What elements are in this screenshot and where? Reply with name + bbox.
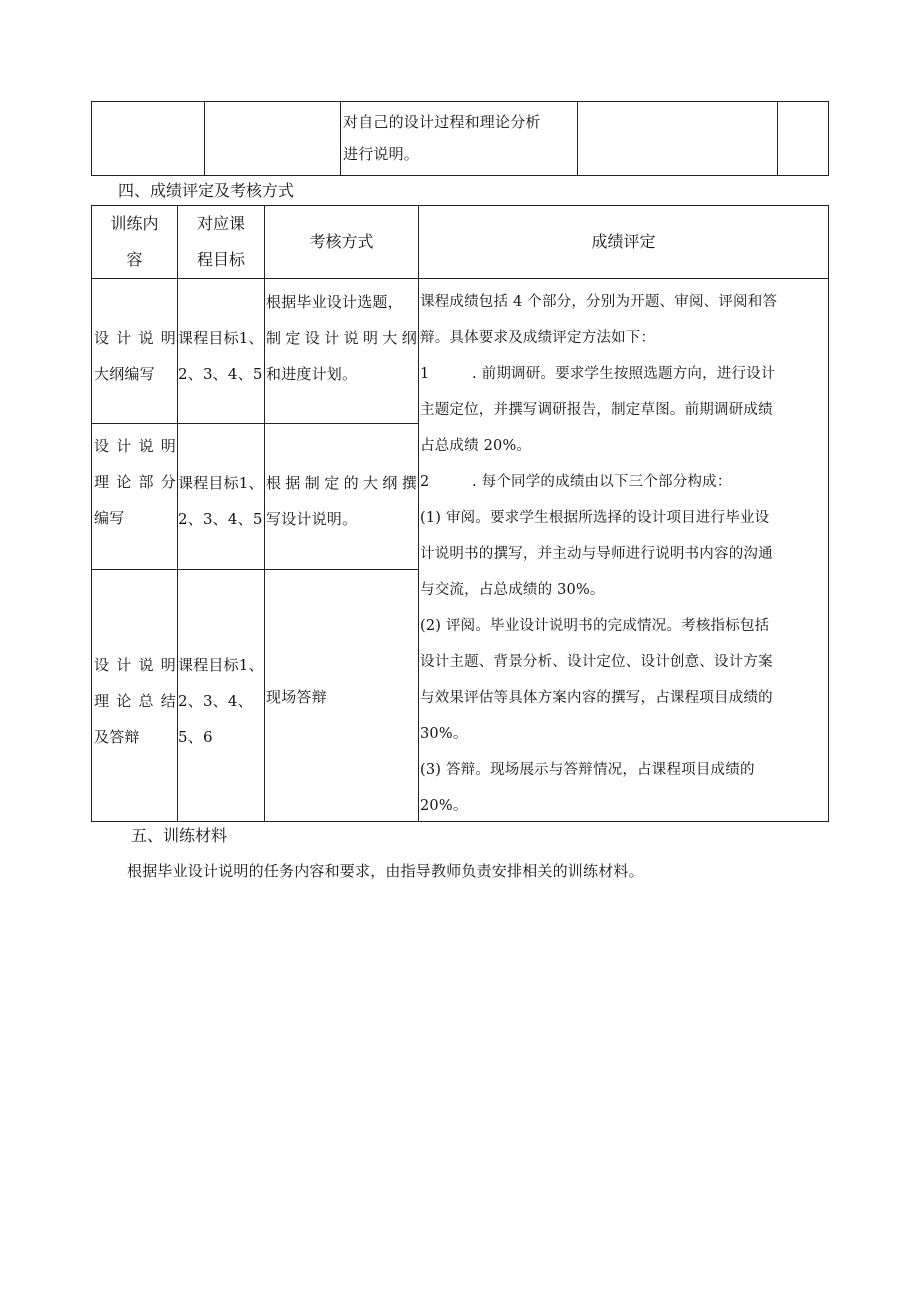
grading-line: (3) 答辩。现场展示与答辩情况，占课程项目成绩的 xyxy=(420,762,755,778)
header-text: 训练内 xyxy=(110,214,159,233)
section5-body: 根据毕业设计说明的任务内容和要求，由指导教师负责安排相关的训练材料。 xyxy=(127,862,644,880)
row2-content xyxy=(94,428,176,536)
header-content xyxy=(92,206,177,278)
header-text: 对应课 xyxy=(196,214,245,233)
top-table-cell-text xyxy=(343,106,575,170)
list-text: . 前期调研。要求学生按照选题方向，进行设计 xyxy=(472,366,776,382)
grading-line: 与交流，占总成绩的 30%。 xyxy=(420,582,605,598)
cell-line: 2、3、4、 xyxy=(178,692,253,710)
cell-line: 课程目标1、 xyxy=(178,656,264,674)
row2-method xyxy=(266,465,417,537)
grading-line: 辩。具体要求及成绩评定方法如下： xyxy=(420,330,656,346)
header-grading: 成绩评定 xyxy=(591,232,656,251)
cell-line: 设 计 说 明 xyxy=(94,437,176,455)
cell-line: 编写 xyxy=(94,509,125,527)
text-line: 进行说明。 xyxy=(343,145,420,163)
text-line: 对自己的设计过程和理论分析 xyxy=(343,113,541,131)
list-text: . 每个同学的成绩由以下三个部分构成： xyxy=(472,474,732,490)
cell-line: 根据制定的大纲撰 xyxy=(266,474,417,492)
cell-line: 设 计 说 明 xyxy=(94,329,176,347)
grading-line: 主题定位，并撰写调研报告，制定草图。前期调研成绩 xyxy=(420,402,773,418)
cell-line: 5、6 xyxy=(178,728,213,746)
header-text: 程目标 xyxy=(196,250,245,269)
row1-method xyxy=(266,284,417,392)
header-target xyxy=(178,206,264,278)
section5-heading: 五、训练材料 xyxy=(131,826,228,845)
list-number: 1 xyxy=(420,366,430,382)
grading-line: (1) 审阅。要求学生根据所选择的设计项目进行毕业设 xyxy=(420,510,770,526)
cell-line: 制定设计说明大纲 xyxy=(266,329,417,347)
cell-line: 课程目标1、 xyxy=(178,329,264,347)
row1-content xyxy=(94,320,176,392)
cell-line: 和进度计划。 xyxy=(266,365,358,383)
row1-target xyxy=(178,320,268,392)
header-text: 容 xyxy=(126,250,143,269)
cell-line: 理 论 总 结 xyxy=(94,692,176,710)
cell-line: 设 计 说 明 xyxy=(94,656,176,674)
grading-line: 与效果评估等具体方案内容的撰写，占课程项目成绩的 xyxy=(420,690,773,706)
grading-line: 设计主题、背景分析、设计定位、设计创意、设计方案 xyxy=(420,654,773,670)
cell-line: 根据毕业设计选题， xyxy=(266,293,403,311)
section4-heading: 四、成绩评定及考核方式 xyxy=(118,181,295,200)
cell-line: 及答辩 xyxy=(94,728,140,746)
grading-line: 计说明书的撰写，并主动与导师进行说明书内容的沟通 xyxy=(420,546,773,562)
grading-line: 课程成绩包括 4 个部分，分别为开题、审阅、评阅和答 xyxy=(420,294,778,310)
row3-method: 现场答辩 xyxy=(266,688,327,706)
cell-line: 2、3、4、5 xyxy=(178,365,263,383)
grading-line: 30%。 xyxy=(420,726,468,742)
list-number: 2 xyxy=(420,474,430,490)
cell-line: 大纲编写 xyxy=(94,365,155,383)
cell-line: 课程目标1、 xyxy=(178,474,264,492)
row3-target xyxy=(178,647,268,755)
row2-target xyxy=(178,465,268,537)
cell-line: 2、3、4、5 xyxy=(178,510,263,528)
row3-content xyxy=(94,647,176,755)
grading-line xyxy=(420,356,828,392)
cell-line: 理 论 部 分 xyxy=(94,473,176,491)
cell-line: 写设计说明。 xyxy=(266,510,358,528)
grading-line: (2) 评阅。毕业设计说明书的完成情况。考核指标包括 xyxy=(420,618,770,634)
grading-description xyxy=(420,284,828,824)
grading-line: 占总成绩 20%。 xyxy=(420,438,532,454)
grading-line: 20%。 xyxy=(420,798,468,814)
grading-line xyxy=(420,464,828,500)
header-method: 考核方式 xyxy=(309,232,374,251)
